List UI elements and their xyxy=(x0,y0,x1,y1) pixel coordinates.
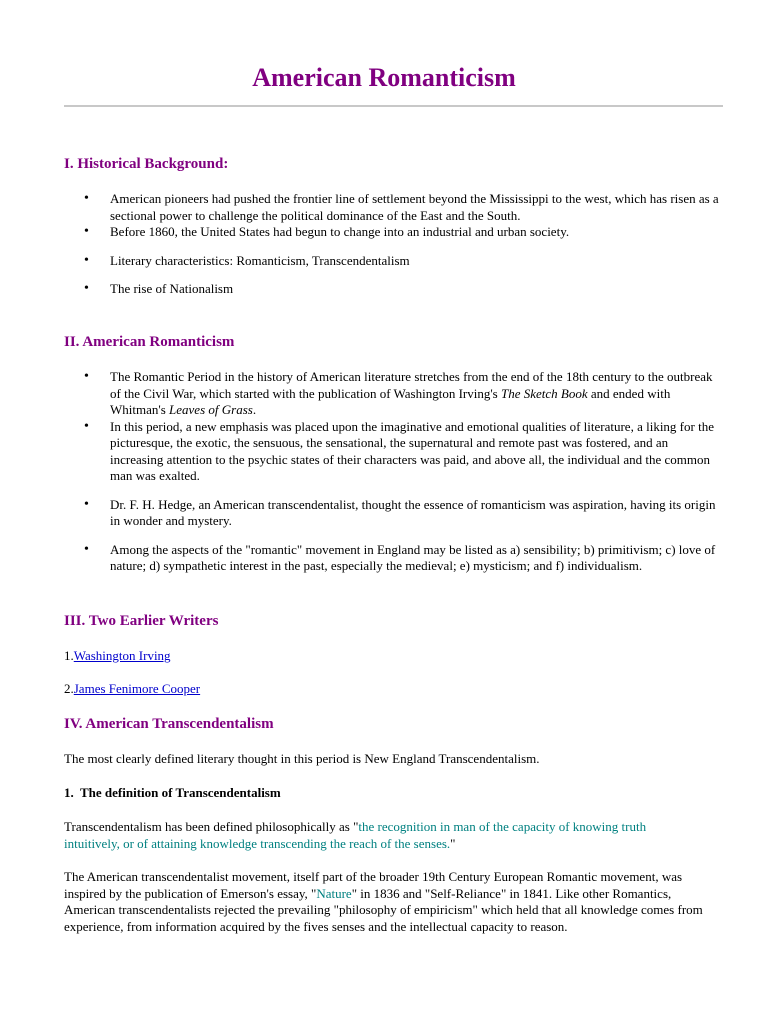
list-item: • The rise of Nationalism xyxy=(64,281,724,298)
section-heading-two-earlier-writers: III. Two Earlier Writers xyxy=(64,613,219,629)
american-romanticism-list xyxy=(64,369,724,575)
link-washington-irving[interactable]: Washington Irving xyxy=(73,648,171,663)
list-item: • Literary characteristics: Romanticism, Transcendentalism xyxy=(64,253,724,270)
list-item: • The Romantic Period in the history of American literature stretches from the end of the 18th century to the outbreak of the Civil War, which started with the publication of Washington Irving's The Sketch Book and ended with Whitman's Leaves of Grass. xyxy=(64,369,724,419)
link-james-fenimore-cooper[interactable]: James Fenimore Cooper xyxy=(73,681,201,696)
list-item: • Among the aspects of the "romantic" movement in England may be listed as a) sensibility; b) primitivism; c) love of nature; d) sympathetic interest in the past, especially the medieval; e) mysticism; and f) individualism. xyxy=(64,542,724,575)
definition-quote: the recognition in man of the capacity of knowing truth intuitively, or of attaining knowledge transcending the reach of the senses. xyxy=(64,819,647,851)
section-heading-historical-background: I. Historical Background: xyxy=(64,156,229,172)
subheading-definition: 1. The definition of Transcendentalism xyxy=(64,785,281,800)
writer-item: 2.James Fenimore Cooper xyxy=(64,681,201,696)
section-heading-american-transcendentalism: IV. American Transcendentalism xyxy=(64,716,274,732)
book-title-leaves-of-grass: Leaves of Grass xyxy=(169,402,253,417)
transcendentalism-intro: The most clearly defined literary thought in this period is New England Transcendentalism. xyxy=(64,751,540,766)
definition-paragraph: Transcendentalism has been defined philosophically as "the recognition in man of the capacity of knowing truth intuitively, or of attaining knowledge transcending the reach of the senses." xyxy=(64,819,647,851)
list-item: • Dr. F. H. Hedge, an American transcendentalist, thought the essence of romanticism was aspiration, having its origin in wonder and mystery. xyxy=(64,497,724,530)
historical-background-list xyxy=(64,191,724,298)
list-item: • American pioneers had pushed the frontier line of settlement beyond the Mississippi to the west, which has risen as a sectional power to challenge the political dominance of the East and the South. xyxy=(64,191,724,224)
section-heading-american-romanticism: II. American Romanticism xyxy=(64,334,235,350)
page-title: American Romanticism xyxy=(252,63,516,92)
title-divider xyxy=(64,105,723,107)
movement-paragraph: The American transcendentalist movement, itself part of the broader 19th Century European Romantic movement, was inspired by the publication of Emerson's essay, "Nature" in 1836 and "Self-Reliance" in 1841. Like other Romantics, American transcendentalists rejected the prevailing "philosophy of empiricism" which held that all knowledge comes from experience, from information acquired by the fives senses and the intellectual capacity to reason. xyxy=(64,869,703,934)
list-item: • Before 1860, the United States had begun to change into an industrial and urban society. xyxy=(64,224,724,241)
book-title-sketch-book: The Sketch Book xyxy=(501,385,588,401)
writer-item: 1.Washington Irving xyxy=(64,648,171,663)
essay-nature: Nature xyxy=(316,885,352,901)
list-item: • In this period, a new emphasis was placed upon the imaginative and emotional qualities of literature, a liking for the picturesque, the exotic, the sensuous, the sensational, the supernatural and remote past was fostered, and an increasing attention to the psychic states of their characters was paid, and above all, the individual and the common man was exalted. xyxy=(64,419,724,485)
